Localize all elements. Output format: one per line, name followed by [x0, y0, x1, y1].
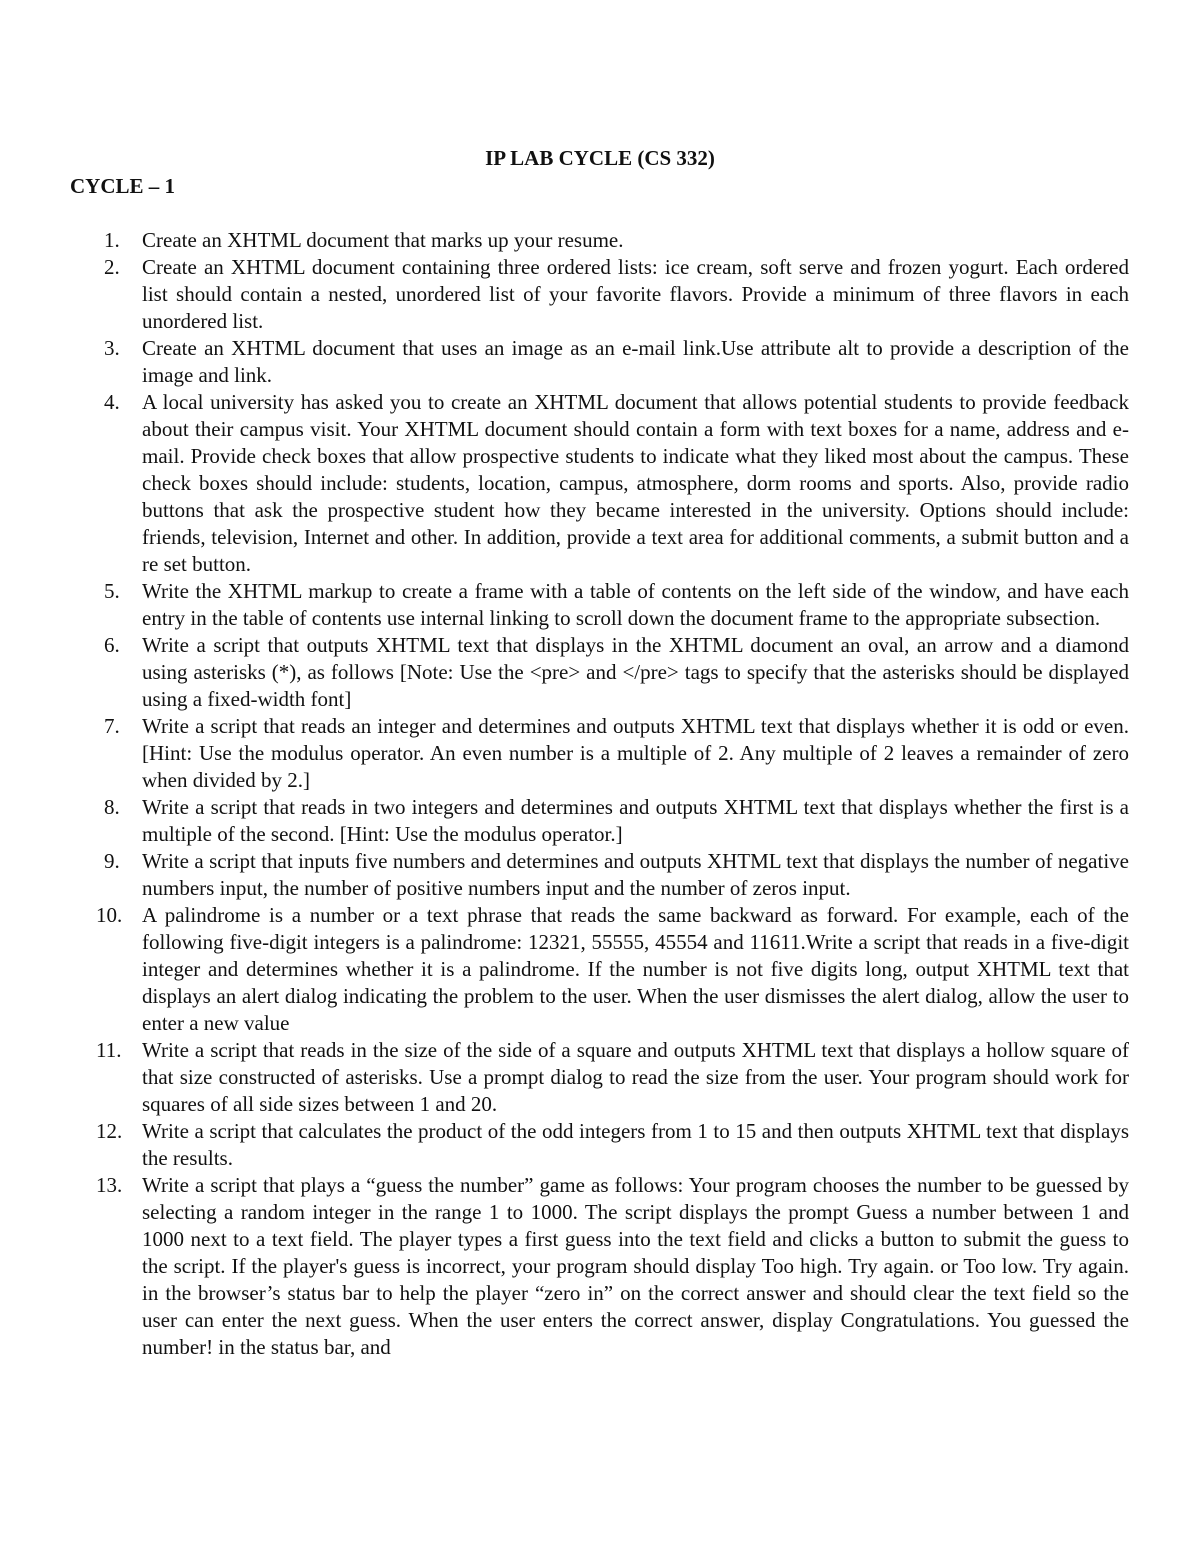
item-number: 7.	[104, 714, 120, 738]
item-number: 13.	[96, 1173, 123, 1197]
item-text: Write a script that plays a “guess the number” game as follows: Your program chooses the number to be guessed by selecting a random integer in the range 1 to 1000. The script displays the prompt Guess a number between 1 and 1000 next to a text field. The player types a first guess into the text field and clicks a button to submit the guess to the script. If the player's guess is incorrect, your program should display Too high. Try again. or Too low. Try again. in the browser’s status bar to help the player “zero in” on the correct answer and should clear the text field so the user can enter the next guess. When the user enters the correct answer, display Congratulations. You guessed the number! in the status bar, and	[142, 1173, 1129, 1359]
list-item	[0, 1037, 1200, 1118]
item-number: 10.	[96, 903, 123, 927]
exercise-list	[0, 227, 1200, 1361]
list-item	[0, 335, 1200, 389]
list-item	[0, 902, 1200, 1037]
item-number: 12.	[96, 1119, 123, 1143]
item-text: Write a script that reads in the size of the side of a square and outputs XHTML text that displays a hollow square of that size constructed of asterisks. Use a prompt dialog to read the size from the user. Your program should work for squares of all side sizes between 1 and 20.	[142, 1038, 1129, 1116]
document-title: IP LAB CYCLE (CS 332)	[485, 146, 715, 170]
item-number: 6.	[104, 633, 120, 657]
cycle-heading: CYCLE – 1	[70, 174, 176, 198]
item-text: Write a script that inputs five numbers and determines and outputs XHTML text that displays the number of negative numbers input, the number of positive numbers input and the number of zeros input.	[142, 849, 1129, 900]
list-item	[0, 1172, 1200, 1361]
item-text: A palindrome is a number or a text phrase that reads the same backward as forward. For example, each of the following five-digit integers is a palindrome: 12321, 55555, 45554 and 11611.Write a script that reads in a five-digit integer and determines whether it is a palindrome. If the number is not five digits long, output XHTML text that displays an alert dialog indicating the problem to the user. When the user dismisses the alert dialog, allow the user to enter a new value	[142, 903, 1129, 1035]
item-text: Create an XHTML document that uses an image as an e-mail link.Use attribute alt to provide a description of the image and link.	[142, 336, 1129, 387]
item-number: 2.	[104, 255, 120, 279]
list-item	[0, 848, 1200, 902]
list-item	[0, 389, 1200, 578]
item-number: 5.	[104, 579, 120, 603]
item-number: 9.	[104, 849, 120, 873]
item-text: Write the XHTML markup to create a frame with a table of contents on the left side of the window, and have each entry in the table of contents use internal linking to scroll down the document frame to the appropriate subsection.	[142, 579, 1129, 630]
list-item	[0, 254, 1200, 335]
list-item	[0, 1118, 1200, 1172]
list-item	[0, 227, 1200, 254]
item-number: 11.	[96, 1038, 122, 1062]
item-number: 3.	[104, 336, 120, 360]
list-item	[0, 794, 1200, 848]
item-text: Create an XHTML document containing three ordered lists: ice cream, soft serve and frozen yogurt. Each ordered list should contain a nested, unordered list of your favorite flavors. Provide a minimum of three flavors in each unordered list.	[142, 255, 1129, 333]
item-text: Write a script that reads in two integers and determines and outputs XHTML text that displays whether the first is a multiple of the second. [Hint: Use the modulus operator.]	[142, 795, 1129, 846]
item-text: A local university has asked you to create an XHTML document that allows potential students to provide feedback about their campus visit. Your XHTML document should contain a form with text boxes for a name, address and e-mail. Provide check boxes that allow prospective students to indicate what they liked most about the campus. These check boxes should include: students, location, campus, atmosphere, dorm rooms and sports. Also, provide radio buttons that ask the prospective student how they became interested in the university. Options should include: friends, television, Internet and other. In addition, provide a text area for additional comments, a submit button and a re set button.	[142, 390, 1129, 576]
item-number: 8.	[104, 795, 120, 819]
item-text: Write a script that calculates the product of the odd integers from 1 to 15 and then outputs XHTML text that displays the results.	[142, 1119, 1129, 1170]
list-item	[0, 578, 1200, 632]
item-text: Write a script that reads an integer and determines and outputs XHTML text that displays whether it is odd or even. [Hint: Use the modulus operator. An even number is a multiple of 2. Any multiple of 2 leaves a remainder of zero when divided by 2.]	[142, 714, 1129, 792]
item-text: Create an XHTML document that marks up your resume.	[142, 228, 624, 252]
list-item	[0, 632, 1200, 713]
item-number: 1.	[104, 228, 120, 252]
item-number: 4.	[104, 390, 120, 414]
item-text: Write a script that outputs XHTML text that displays in the XHTML document an oval, an arrow and a diamond using asterisks (*), as follows [Note: Use the <pre> and </pre> tags to specify that the asterisks should be displayed using a fixed-width font]	[142, 633, 1129, 711]
list-item	[0, 713, 1200, 794]
